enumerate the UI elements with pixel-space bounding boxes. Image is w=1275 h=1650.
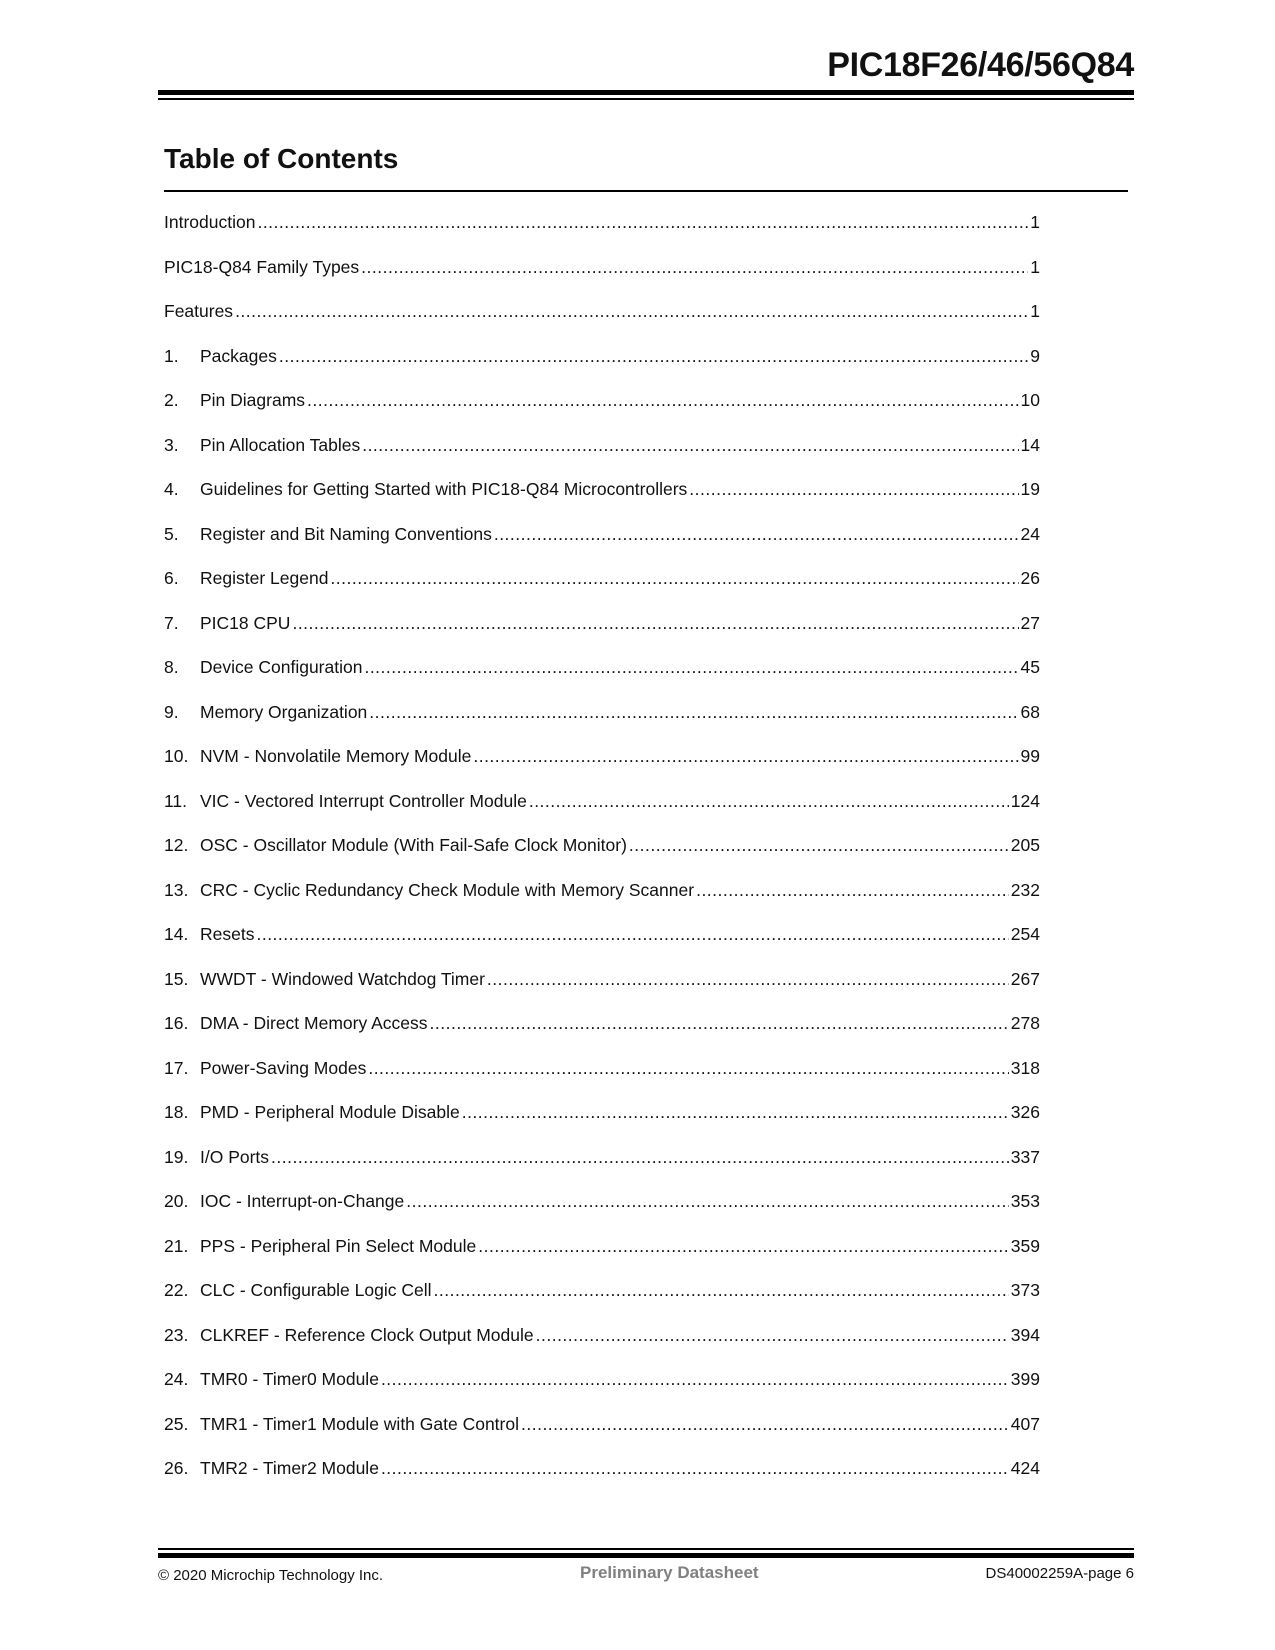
toc-entry-page[interactable]: 326 (1010, 1102, 1040, 1122)
toc-entry-number: 3. (164, 434, 179, 455)
toc-entry[interactable] (164, 1454, 1040, 1499)
toc-entry[interactable] (164, 1054, 1040, 1099)
toc-entry-title[interactable]: PIC18-Q84 Family Types (164, 256, 360, 277)
toc-entry-leader (689, 475, 1018, 503)
toc-entry[interactable] (164, 742, 1040, 787)
footer-status: Preliminary Datasheet (580, 1563, 759, 1582)
toc-entry-title[interactable]: Features (164, 301, 234, 321)
toc-entry-leader (381, 1454, 1009, 1482)
toc-entry-leader (364, 653, 1018, 681)
toc-entry-leader (256, 920, 1008, 948)
toc-entry-page[interactable]: 68 (1020, 701, 1040, 722)
toc-entry-page[interactable]: 26 (1020, 568, 1040, 588)
toc-entry-number: 21. (164, 1235, 189, 1256)
toc-entry-number: 14. (164, 924, 189, 944)
toc-entry[interactable] (164, 1410, 1040, 1455)
toc-entry-leader (330, 564, 1018, 592)
toc-entry-title[interactable]: TMR0 - Timer0 Module (200, 1369, 379, 1389)
toc-entry-leader (271, 1143, 1009, 1171)
toc-entry-title[interactable]: DMA - Direct Memory Access (200, 1013, 428, 1033)
toc-entry-page[interactable]: 27 (1020, 612, 1040, 633)
toc-entry[interactable] (164, 386, 1040, 431)
toc-entry-number: 6. (164, 568, 179, 588)
toc-entry-page[interactable]: 1 (1030, 212, 1040, 232)
toc-entry-leader (307, 386, 1018, 414)
toc-entry-title[interactable]: VIC - Vectored Interrupt Controller Module (200, 790, 527, 811)
toc-entry-title[interactable]: Device Configuration (200, 657, 363, 677)
toc-entry-leader (473, 742, 1018, 770)
toc-entry-number: 7. (164, 612, 179, 633)
toc-entry-number: 16. (164, 1013, 189, 1033)
toc-entry[interactable] (164, 431, 1040, 476)
toc-entry-title[interactable]: TMR2 - Timer2 Module (200, 1458, 379, 1478)
toc-entry-page[interactable]: 99 (1020, 746, 1040, 766)
toc-entry-number: 19. (164, 1146, 189, 1167)
toc-entry-page[interactable]: 267 (1010, 968, 1040, 989)
toc-entry-title[interactable]: IOC - Interrupt-on-Change (200, 1191, 405, 1211)
toc-entry-page[interactable]: 337 (1010, 1146, 1040, 1167)
toc-entry-page[interactable]: 278 (1010, 1013, 1040, 1033)
toc-entry-number: 8. (164, 657, 179, 677)
toc-entry-page[interactable]: 254 (1010, 924, 1040, 944)
toc-entry-page[interactable]: 318 (1010, 1057, 1040, 1078)
toc-entry-number: 5. (164, 523, 179, 544)
toc-entry-number: 11. (164, 790, 188, 811)
toc-entry[interactable] (164, 1276, 1040, 1321)
toc-entry-title[interactable]: Introduction (164, 212, 256, 232)
toc-entry-title[interactable]: Resets (200, 924, 255, 944)
toc-entry-page[interactable]: 407 (1010, 1413, 1040, 1434)
toc-entry[interactable] (164, 253, 1040, 298)
toc-entry-number: 25. (164, 1413, 189, 1434)
toc-entry-number: 13. (164, 879, 189, 900)
toc-entry-title[interactable]: I/O Ports (200, 1146, 270, 1167)
toc-entry-title[interactable]: Memory Organization (200, 701, 368, 722)
toc-entry-leader (487, 965, 1009, 993)
toc-entry-number: 23. (164, 1324, 189, 1345)
toc-entry-page[interactable]: 424 (1010, 1458, 1040, 1478)
toc-entry[interactable] (164, 1098, 1040, 1143)
toc-entry-number: 17. (164, 1057, 189, 1078)
toc-entry-page[interactable]: 10 (1020, 390, 1040, 410)
toc-list (164, 208, 1040, 1499)
toc-entry[interactable] (164, 787, 1040, 832)
toc-entry[interactable] (164, 698, 1040, 743)
toc-entry[interactable] (164, 831, 1040, 876)
toc-entry-leader (257, 208, 1028, 236)
toc-entry-leader (434, 1276, 1009, 1304)
toc-entry-title[interactable]: Register Legend (200, 568, 329, 588)
toc-entry-leader (369, 698, 1018, 726)
toc-entry-title[interactable]: WWDT - Windowed Watchdog Timer (200, 968, 485, 989)
toc-entry-leader (536, 1321, 1009, 1349)
toc-entry-page[interactable]: 359 (1010, 1235, 1040, 1256)
toc-entry[interactable] (164, 1321, 1040, 1366)
toc-entry-leader (235, 297, 1028, 325)
toc-entry-number: 1. (164, 345, 179, 366)
toc-entry-title[interactable]: Pin Allocation Tables (200, 434, 361, 455)
toc-entry-title[interactable]: Guidelines for Getting Started with PIC18-Q84 Microcontrollers (200, 479, 688, 499)
toc-entry-page[interactable]: 9 (1030, 345, 1040, 366)
toc-entry-number: 18. (164, 1102, 189, 1122)
toc-entry-number: 20. (164, 1191, 189, 1211)
toc-entry-leader (430, 1009, 1009, 1037)
toc-entry-leader (279, 342, 1028, 370)
toc-entry[interactable] (164, 965, 1040, 1010)
toc-entry[interactable] (164, 1365, 1040, 1410)
toc-entry[interactable] (164, 208, 1040, 253)
toc-entry-page[interactable]: 14 (1020, 434, 1040, 455)
footer-copyright: © 2020 Microchip Technology Inc. (158, 1567, 384, 1584)
toc-entry-title[interactable]: Power-Saving Modes (200, 1057, 367, 1078)
toc-entry-page[interactable]: 45 (1020, 657, 1040, 677)
toc-entry[interactable] (164, 1232, 1040, 1277)
toc-entry-number: 15. (164, 968, 189, 989)
toc-entry[interactable] (164, 475, 1040, 520)
toc-entry-leader (462, 1098, 1009, 1126)
toc-entry-number: 26. (164, 1458, 189, 1478)
toc-entry-page[interactable]: 205 (1010, 835, 1040, 855)
toc-entry-number: 10. (164, 746, 189, 766)
toc-entry[interactable] (164, 1009, 1040, 1054)
toc-heading: Table of Contents (164, 143, 399, 174)
toc-entry-leader (696, 876, 1009, 904)
toc-entry-page[interactable]: 394 (1010, 1324, 1040, 1345)
toc-entry-title[interactable]: OSC - Oscillator Module (With Fail-Safe Clock Monitor) (200, 835, 627, 855)
toc-entry-number: 22. (164, 1280, 189, 1300)
toc-entry-title[interactable]: Pin Diagrams (200, 390, 306, 410)
toc-entry-title[interactable]: NVM - Nonvolatile Memory Module (200, 746, 472, 766)
toc-entry-number: 9. (164, 701, 179, 722)
toc-entry-number: 2. (164, 390, 179, 410)
footer-doc-ref: DS40002259A-page 6 (985, 1565, 1134, 1582)
toc-entry-title[interactable]: CLKREF - Reference Clock Output Module (200, 1324, 534, 1345)
toc-entry[interactable] (164, 1187, 1040, 1232)
toc-entry-leader (406, 1187, 1009, 1215)
toc-entry-page[interactable]: 373 (1010, 1280, 1040, 1300)
toc-entry[interactable] (164, 520, 1040, 565)
footer-rule-thick (158, 1553, 1134, 1558)
document-title: PIC18F26/46/56Q84 (827, 46, 1134, 84)
footer-rule-thin (158, 1548, 1134, 1550)
toc-entry[interactable] (164, 342, 1040, 387)
toc-entry[interactable] (164, 1143, 1040, 1188)
toc-entry-page[interactable]: 1 (1030, 256, 1040, 277)
toc-entry-title[interactable]: Register and Bit Naming Conventions (200, 523, 492, 544)
toc-entry-leader (381, 1365, 1009, 1393)
toc-entry-leader (362, 431, 1018, 459)
toc-entry-title[interactable]: CLC - Configurable Logic Cell (200, 1280, 432, 1300)
toc-entry[interactable] (164, 609, 1040, 654)
toc-entry-leader (368, 1054, 1008, 1082)
toc-entry-leader (521, 1410, 1009, 1438)
toc-entry-leader (478, 1232, 1009, 1260)
toc-entry-leader (292, 609, 1018, 637)
toc-entry-page[interactable]: 399 (1010, 1369, 1040, 1389)
toc-entry[interactable] (164, 876, 1040, 921)
toc-entry-title[interactable]: PPS - Peripheral Pin Select Module (200, 1235, 477, 1256)
toc-entry-title[interactable]: TMR1 - Timer1 Module with Gate Control (200, 1413, 519, 1434)
toc-entry-page[interactable]: 124 (1010, 790, 1040, 811)
toc-entry[interactable] (164, 297, 1040, 342)
header-rule-thin (158, 98, 1134, 100)
toc-entry-number: 12. (164, 835, 189, 855)
toc-entry-number: 24. (164, 1369, 189, 1389)
toc-entry-page[interactable]: 19 (1020, 479, 1040, 499)
toc-entry[interactable] (164, 653, 1040, 698)
header-rule-thick (158, 90, 1134, 95)
toc-entry-title[interactable]: Packages (200, 345, 277, 366)
toc-entry-leader (494, 520, 1019, 548)
toc-entry-page[interactable]: 232 (1010, 879, 1040, 900)
toc-entry-title[interactable]: PMD - Peripheral Module Disable (200, 1102, 460, 1122)
toc-entry-title[interactable]: CRC - Cyclic Redundancy Check Module with Memory Scanner (200, 879, 695, 900)
toc-entry[interactable] (164, 564, 1040, 609)
toc-entry-leader (361, 253, 1028, 281)
toc-heading-rule (164, 190, 1128, 192)
toc-entry-page[interactable]: 1 (1030, 301, 1040, 321)
toc-entry[interactable] (164, 920, 1040, 965)
toc-entry-leader (629, 831, 1009, 859)
toc-entry-number: 4. (164, 479, 179, 499)
toc-entry-leader (529, 787, 1009, 815)
toc-entry-page[interactable]: 353 (1010, 1191, 1040, 1211)
toc-entry-page[interactable]: 24 (1020, 523, 1040, 544)
toc-entry-title[interactable]: PIC18 CPU (200, 612, 291, 633)
